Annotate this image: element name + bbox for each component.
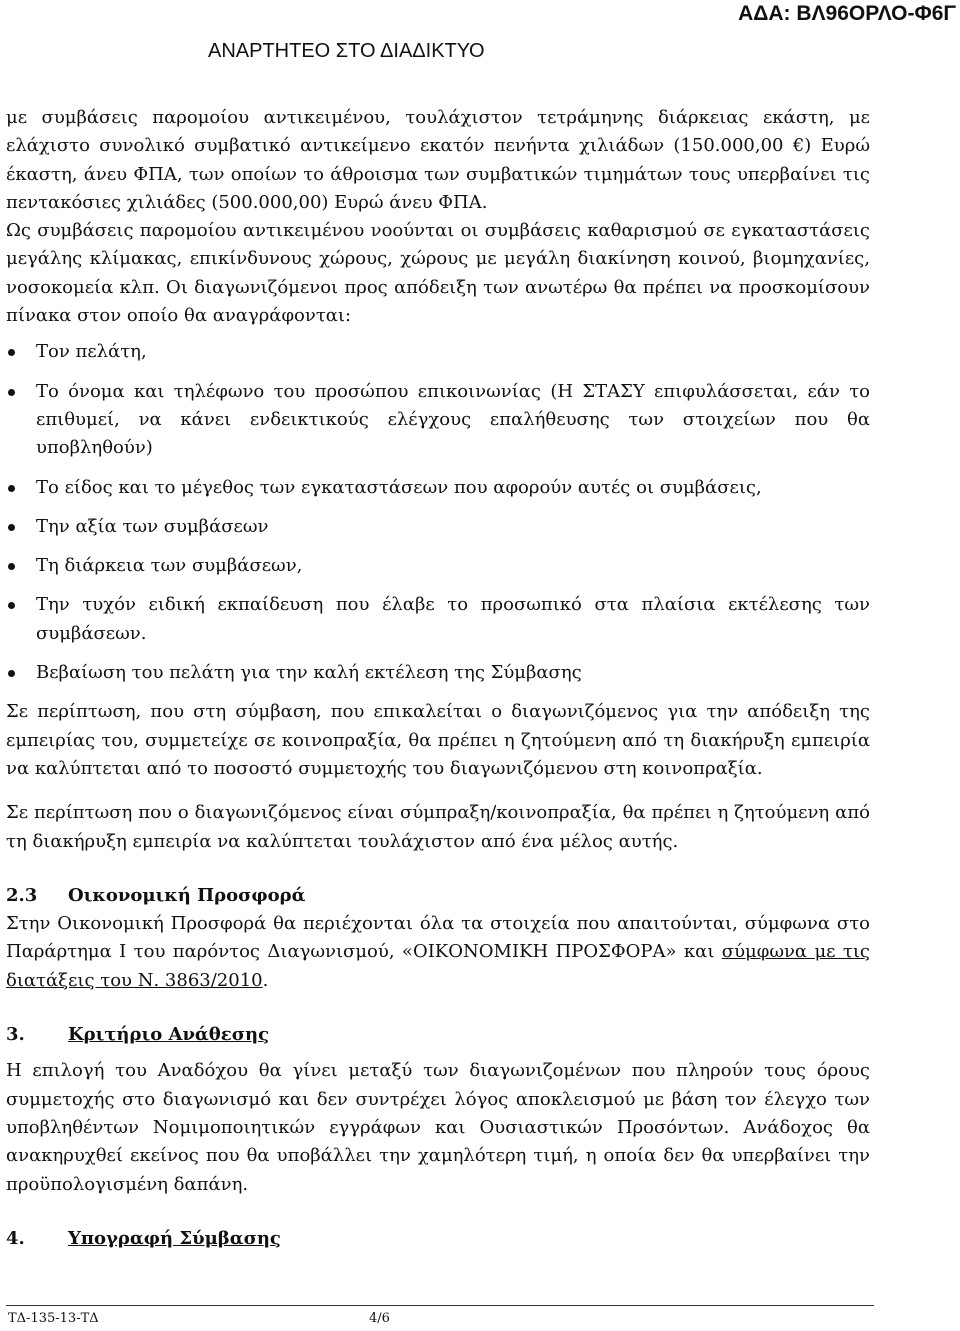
section-heading-award-criterion: 3. Κριτήριο Ανάθεσης (6, 1024, 270, 1046)
requirements-list (6, 338, 870, 687)
list-item: Βεβαίωση του πελάτη για την καλή εκτέλεση της Σύμβασης (6, 659, 870, 687)
bullet-icon (8, 563, 15, 570)
list-item: Τη διάρκεια των συμβάσεων, (6, 552, 870, 580)
law-reference: σύμφωνα με τις διατάξεις του Ν. 3863/2010 (6, 941, 870, 991)
list-item: Την τυχόν ειδική εκπαίδευση που έλαβε το προσωπικό στα πλαίσια εκτέλεσης των συμβάσεων. (6, 591, 870, 648)
list-item: Τον πελάτη, (6, 338, 870, 366)
paragraph-consortium-participation: Σε περίπτωση, που στη σύμβαση, που επικαλείται ο διαγωνιζόμενος για την απόδειξη της εμπειρίας του, συμμετείχε σε κοινοπραξία, θα πρέπει η ζητούμενη από τη διακήρυξη εμπειρία να καλύπτεται από το ποσοστό συμμετοχής του διαγωνιζόμενου στη κοινοπραξία. (6, 701, 870, 779)
ada-code: ΑΔΑ: ΒΛ96ΟΡΛΟ-Φ6Γ (738, 2, 956, 25)
bullet-icon (8, 349, 15, 356)
footer-divider (6, 1305, 874, 1306)
paragraph-experience-requirement: με συμβάσεις παρομοίου αντικειμένου, τουλάχιστον τετράμηνης διάρκειας εκάστη, με ελάχιστο συνολικό συμβατικό αντικείμενο εκατόν πενήντα χιλιάδων (150.000,00 €) Ευρώ έκαστη, άνευ ΦΠΑ, των οποίων το άθροισμα των συμβατικών τιμημάτων τους υπερβαίνει τις πεντακόσιες χιλιάδες (500.000,00) Ευρώ άνευ ΦΠΑ. (6, 107, 870, 213)
footer-page-number: 4/6 (369, 1311, 390, 1326)
document-body (6, 104, 870, 1253)
list-item: Το είδος και το μέγεθος των εγκαταστάσεων που αφορούν αυτές οι συμβάσεις, (6, 474, 870, 502)
section-heading-contract-signing: 4. Υπογραφή Σύμβασης (6, 1227, 281, 1249)
footer-document-code: ΤΔ-135-13-ΤΔ (8, 1311, 99, 1326)
paragraph-financial-offer: Στην Οικονομική Προσφορά θα περιέχονται όλα τα στοιχεία που απαιτούνται, σύμφωνα στο Παράρτημα Ι του παρόντος Διαγωνισμού, «ΟΙΚΟΝΟΜΙΚΗ ΠΡΟΣΦΟΡΑ» και σύμφωνα με τις διατάξεις του Ν. 3863/2010. (6, 913, 870, 991)
list-item: Την αξία των συμβάσεων (6, 513, 870, 541)
bullet-icon (8, 524, 15, 531)
section-heading-financial-offer: 2.3 Οικονομική Προσφορά (6, 884, 306, 906)
list-item: Το όνομα και τηλέφωνο του προσώπου επικοινωνίας (Η ΣΤΑΣΥ επιφυλάσσεται, εάν το επιθυμεί, να κάνει ενδεικτικούς ελέγχους επαλήθευσης των στοιχείων που θα υποβληθούν) (6, 378, 870, 463)
paragraph-award-criterion: Η επιλογή του Αναδόχου θα γίνει μεταξύ των διαγωνιζομένων που πληρούν τους όρους συμμετοχής στο διαγωνισμό και δεν συντρέχει λόγος αποκλεισμού με βάση τον έλεγχο των υποβληθέντων Νομιμοποιητικών εγγράφων και Ουσιαστικών Προσόντων. Ανάδοχος θα ανακηρυχθεί εκείνος που θα υποβάλλει την χαμηλότερη τιμή, η οποία δεν θα υπερβαίνει την προϋπολογισμένη δαπάνη. (6, 1060, 870, 1195)
paragraph-similar-contracts: Ως συμβάσεις παρομοίου αντικειμένου νοούνται οι συμβάσεις καθαρισμού σε εγκαταστάσεις μεγάλης κλίμακας, επικίνδυνους χώρους, χώρους με μεγάλη διακίνηση κοινού, βιομηχανίες, νοσοκομεία κλπ. Οι διαγωνιζόμενοι προς απόδειξη των ανωτέρω θα πρέπει να προσκομίσουν πίνακα στον οποίο θα αναγράφονται: (6, 220, 870, 327)
bullet-icon (8, 670, 15, 677)
bullet-icon (8, 485, 15, 492)
paragraph-consortium-member: Σε περίπτωση που ο διαγωνιζόμενος είναι σύμπραξη/κοινοπραξία, θα πρέπει η ζητούμενη από τη διακήρυξη εμπειρία να καλύπτεται τουλάχιστον από ένα μέλος αυτής. (6, 802, 870, 852)
document-header-title: ΑΝΑΡΤΗΤΕΟ ΣΤΟ ΔΙΑΔΙΚΤΥΟ (208, 40, 485, 62)
bullet-icon (8, 602, 15, 609)
bullet-icon (8, 389, 15, 396)
